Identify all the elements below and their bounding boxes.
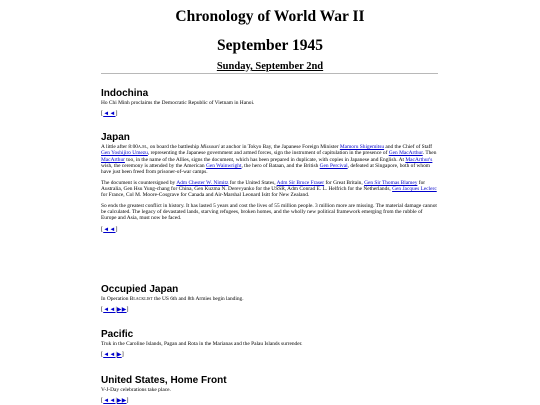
forward-arrow-icon[interactable]: ▶ [116, 352, 122, 359]
section-heading-home-front: United States, Home Front [101, 375, 227, 386]
section-text-pacific: Truk in the Caroline Islands, Pagan and Rota in the Marianas and the Palau Islands surrender. [101, 341, 303, 347]
section-heading-pacific: Pacific [101, 329, 134, 340]
section-heading-japan: Japan [101, 132, 130, 143]
link-shigemitsu[interactable]: Mamoru Shigemitsu [339, 144, 385, 150]
date-link[interactable]: Sunday, September 2nd [216, 61, 324, 72]
forward-arrow-icon[interactable]: ▶▶ [116, 398, 127, 405]
nav-links-pacific[interactable]: [◄◄|▶] [101, 352, 124, 359]
section-text-home-front: V-J-Day celebrations take place. [101, 387, 171, 393]
back-arrow-icon[interactable]: ◄◄ [103, 307, 116, 314]
back-arrow-icon[interactable]: ◄◄ [103, 352, 116, 359]
link-macarthur[interactable]: Gen MacArthur [388, 150, 423, 157]
link-umezu[interactable]: Gen Yoshijiro Umezu [101, 150, 148, 157]
back-arrow-icon[interactable]: ◄◄ [103, 111, 116, 118]
link-nimitz[interactable]: Adm Chester W. Nimitz [176, 179, 229, 186]
link-leclerc[interactable]: Gen Jacques Leclerc [392, 186, 437, 193]
link-percival[interactable]: Gen Percival [319, 163, 348, 170]
section-text-indochina: Ho Chi Minh proclaims the Democratic Republic of Vietnam in Hanoi. [101, 100, 255, 106]
month-title: September 1945 [216, 37, 324, 54]
link-macarthurs[interactable]: MacArthur's [405, 156, 433, 163]
nav-links-home-front[interactable]: [◄◄|▶▶] [101, 398, 129, 405]
nav-links-indochina[interactable]: [◄◄] [101, 111, 118, 118]
section-heading-occupied-japan: Occupied Japan [101, 284, 179, 295]
section-occupied-japan [101, 284, 438, 314]
back-arrow-icon[interactable]: ◄◄ [103, 226, 116, 233]
nav-links-occupied-japan[interactable]: [◄◄|▶▶] [101, 307, 129, 314]
section-paragraph-japan-3: So ends the greatest conflict in history. It has lasted 5 years and cost the lives of 55 million people. 3 million more are missing. The material damage cannot be calculated. The legacy of devastated lands, starving refugees, broken homes, and the wholly new political framework emerging from the rubble of Europe and Asia, must now be faced. [101, 202, 437, 222]
link-blamey[interactable]: Gen Sir Thomas Blamey [364, 179, 418, 186]
section-heading-indochina: Indochina [101, 88, 149, 99]
nav-links-japan[interactable]: [◄◄] [101, 226, 118, 233]
section-text-occupied-japan: In Operation Blacklist the US 6th and 8th Armies begin landing. [101, 296, 244, 302]
link-wainwright[interactable]: Gen Wainwright [205, 163, 242, 170]
back-arrow-icon[interactable]: ◄◄ [103, 398, 116, 405]
section-indochina [101, 88, 438, 118]
link-macarthur-2[interactable]: MacArthur [101, 156, 125, 163]
section-home-front [101, 375, 438, 405]
section-paragraph-japan-1: A little after 8:00a.m., on board the battleship Missouri at anchor in Tokyo Bay, the Japanese Foreign Minister Mamoru Shigemitsu and the Chief of Staff Gen Yoshijiro Umezu, representing the Japanese government and armed forces, sign the instrument of capitulation in the presence of Gen MacArthur. Then MacArthur too, in the name of the Allies, signs the document, which has been prepared in duplicate, with copies in Japanese and English. At MacArthur's wish, the ceremony is attended by the American Gen Wainwright, the hero of Bataan, and the British Gen Percival, defeated at Singapore, both of whom have just been freed from prisoner-of-war camps. [101, 144, 437, 176]
page-title: Chronology of World War II [175, 8, 365, 25]
divider [101, 73, 438, 74]
section-japan [101, 132, 438, 234]
section-paragraph-japan-2: The document is countersigned by Adm Chester W. Nimitz for the United States, Adm Sir Bruce Fraser for Great Britain, Gen Sir Thomas Blamey for Australia, Gen Hsu Yung-chang for China, Gen Kuzma N. Derevyanko for the USSR, Adm Conrad E. L. Helfrich for the Netherlands, Gen Jacques Leclerc for France, Col M. Moore-Cosgrave for Canada and Air-Marshal Leonard Isitt for New Zealand. [101, 179, 437, 199]
forward-arrow-icon[interactable]: ▶▶ [116, 307, 127, 314]
section-pacific [101, 329, 438, 359]
link-fraser[interactable]: Adm Sir Bruce Fraser [276, 179, 325, 186]
